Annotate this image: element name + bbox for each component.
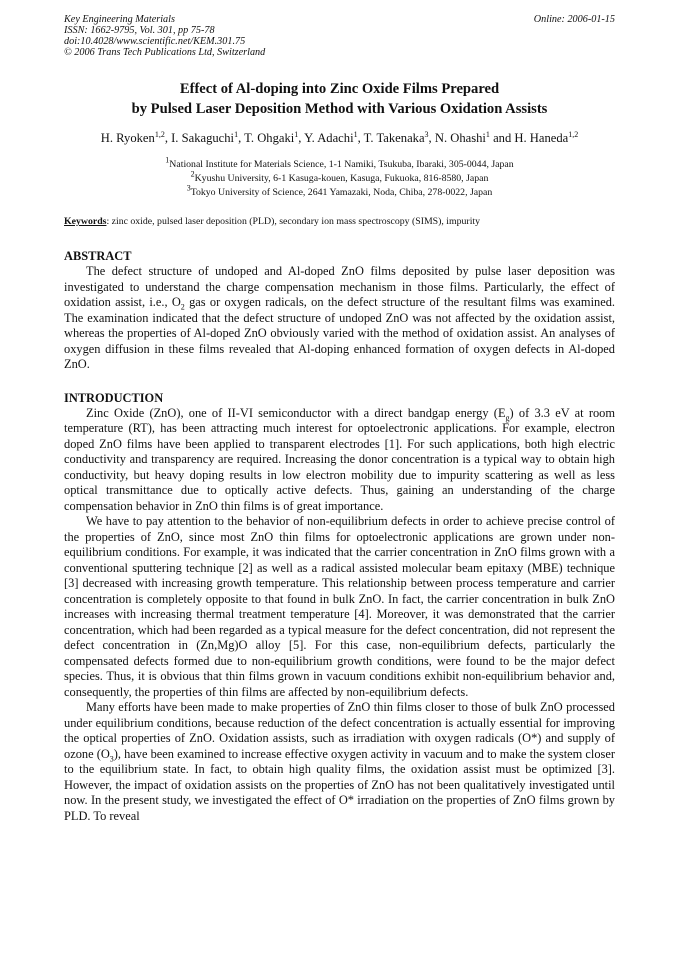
affiliation-line bbox=[64, 155, 615, 172]
author-affiliation-mark: 1 bbox=[234, 129, 239, 139]
affiliation-text: Kyushu University, 6-1 Kasuga-kouen, Kasuga, Fukuoka, 816-8580, Japan bbox=[194, 173, 489, 184]
issn-line: ISSN: 1662-9795, Vol. 301, pp 75-78 bbox=[64, 25, 215, 36]
journal-name: Key Engineering Materials bbox=[64, 14, 175, 25]
affiliation-text: National Institute for Materials Science, 1-1 Namiki, Tsukuba, Ibaraki, 305-0044, Japan bbox=[169, 159, 514, 170]
affiliation-line bbox=[64, 169, 615, 186]
author-affiliation-mark: 1 bbox=[353, 129, 358, 139]
affiliation-list bbox=[64, 155, 615, 200]
author-name: H. Haneda bbox=[514, 131, 569, 145]
journal-header bbox=[64, 14, 615, 58]
affiliation-number: 1 bbox=[165, 155, 170, 165]
author-affiliation-mark: 1,2 bbox=[568, 129, 579, 139]
copyright-line: © 2006 Trans Tech Publications Ltd, Switzerland bbox=[64, 47, 266, 58]
author-name: I. Sakaguchi bbox=[171, 131, 235, 145]
introduction-heading: INTRODUCTION bbox=[64, 390, 164, 405]
author-affiliation-mark: 1 bbox=[485, 129, 490, 139]
paper-title bbox=[64, 79, 615, 119]
author-separator: , bbox=[298, 131, 305, 145]
abstract-paragraph: The defect structure of undoped and Al-doped ZnO films deposited by pulse laser deposition was investigated to understand the charge compensation mechanism in those films. Particularly, the effect of oxidation assist, i.e., $O_2$ gas or oxygen radicals, on the defect structure of the resultant films was examined. The examination indicated that the defect structure of undoped ZnO was not affected by the oxidation assist, whereas the properties of Al-doped ZnO obviously varied with the method of oxidation assist. An analyses of oxygen diffusion in these films revealed that Al-doping enhanced formation of oxygen defects in Al-doped ZnO. bbox=[64, 264, 615, 371]
affiliation-number: 2 bbox=[190, 169, 195, 179]
doi-line: doi:10.4028/www.scientific.net/KEM.301.75 bbox=[64, 36, 246, 47]
author-name: N. Ohashi bbox=[434, 131, 486, 145]
title-line-1: Effect of Al-doping into Zinc Oxide Films Prepared bbox=[179, 81, 500, 97]
keywords-label: Keywords bbox=[64, 216, 107, 227]
author-name: T. Ohgaki bbox=[244, 131, 295, 145]
online-date: Online: 2006-01-15 bbox=[533, 14, 615, 25]
intro-paragraph-3: Many efforts have been made to make properties of ZnO thin films closer to those of bulk ZnO processed under equilibrium conditions, because reduction of the defect concentration is actually essential for improving the optical properties of ZnO. Oxidation assists, such as irradiation with oxygen radicals (O*) and supply of ozone $(O_3)$, have been examined to increase effective oxygen activity in vacuum and to make the system closer to the equilibrium state. In fact, to obtain high quality films, the oxidation assist must be optimized [3]. However, the impact of oxidation assists on the properties of ZnO has not been qualitatively investigated until now. In the present study, we investigated the effect of O* irradiation on the properties of ZnO films grown by PLD. To reveal bbox=[64, 700, 616, 823]
author-separator: , bbox=[164, 131, 172, 145]
paper-page bbox=[64, 14, 615, 824]
keywords-text: : zinc oxide, pulsed laser deposition (PLD), secondary ion mass spectroscopy (SIMS), impurity bbox=[106, 216, 481, 227]
keywords-line bbox=[64, 216, 615, 227]
affiliation-text: Tokyo University of Science, 2641 Yamazaki, Noda, Chiba, 278-0022, Japan bbox=[190, 187, 493, 198]
author-affiliation-mark: 1,2 bbox=[154, 129, 165, 139]
author-list bbox=[64, 131, 615, 146]
affiliation-number: 3 bbox=[186, 183, 191, 193]
chemical-formula: $E_g$ bbox=[497, 405, 510, 422]
chemical-formula: $O_2$ bbox=[171, 295, 185, 312]
author-affiliation-mark: 1 bbox=[294, 129, 299, 139]
author-separator: , bbox=[357, 131, 364, 145]
intro-paragraph-2: We have to pay attention to the behavior of non-equilibrium defects in order to achieve precise control of the properties of ZnO, since most ZnO thin films for optoelectronic applications are grown under non-equilibrium conditions. For example, it was indicated that the carrier concentration in ZnO films grown with a conventional sputtering technique [2] as well as a radical assisted molecular beam epitaxy (MBE) technique [3] decreased with increasing growth temperature. This relationship between process temperature and carrier concentration is completely opposite to that found in bulk ZnO. In fact, the carrier concentration in bulk ZnO increases with increasing thermal treatment temperature [4]. Moreover, it was demonstrated that the carrier concentration, which had been regarded as a typical measure for the defect concentration, did not represent the defect concentration in (Zn,Mg)O alloy [5]. For this case, non-equilibrium defects, particularly the compensated defects formed due to non-equilibrium growth conditions, were found to be the major defect species. Thus, it is obvious that thin films grown in vacuum conditions exhibit non-equilibrium behavior and, consequently, the properties of thin films are affected by non-equilibrium defects. bbox=[64, 514, 615, 699]
abstract-heading: ABSTRACT bbox=[64, 249, 132, 263]
title-line-2: by Pulsed Laser Deposition Method with Various Oxidation Assists bbox=[131, 101, 548, 117]
author-separator: and bbox=[489, 131, 515, 145]
author-name: Y. Adachi bbox=[304, 131, 354, 145]
intro-paragraph-1: Zinc Oxide (ZnO), one of II-VI semiconductor with a direct bandgap energy $(E_g)$ of 3.3 eV at room temperature (RT), has been attracting much interest for optoelectronic applications. For example, electron doped ZnO films have been applied to transparent electrodes [1]. For such applications, both high electric conductivity and transparency are required. Increasing the donor concentration is a typical way to obtain high conductivity, but heavy doping results in low electron mobility due to impurity scattering as well as less optical transmittance due to optically active defects. Thus, gaining an understanding of the charge compensation behavior in ZnO thin films is of great importance. bbox=[64, 405, 616, 513]
author-name: T. Takenaka bbox=[363, 131, 425, 145]
author-affiliation-mark: 3 bbox=[424, 129, 429, 139]
author-separator: , bbox=[428, 131, 435, 145]
chemical-formula: $O_3$ bbox=[100, 746, 114, 763]
affiliation-line bbox=[64, 183, 615, 200]
author-separator: , bbox=[238, 131, 245, 145]
author-name: H. Ryoken bbox=[100, 131, 155, 145]
